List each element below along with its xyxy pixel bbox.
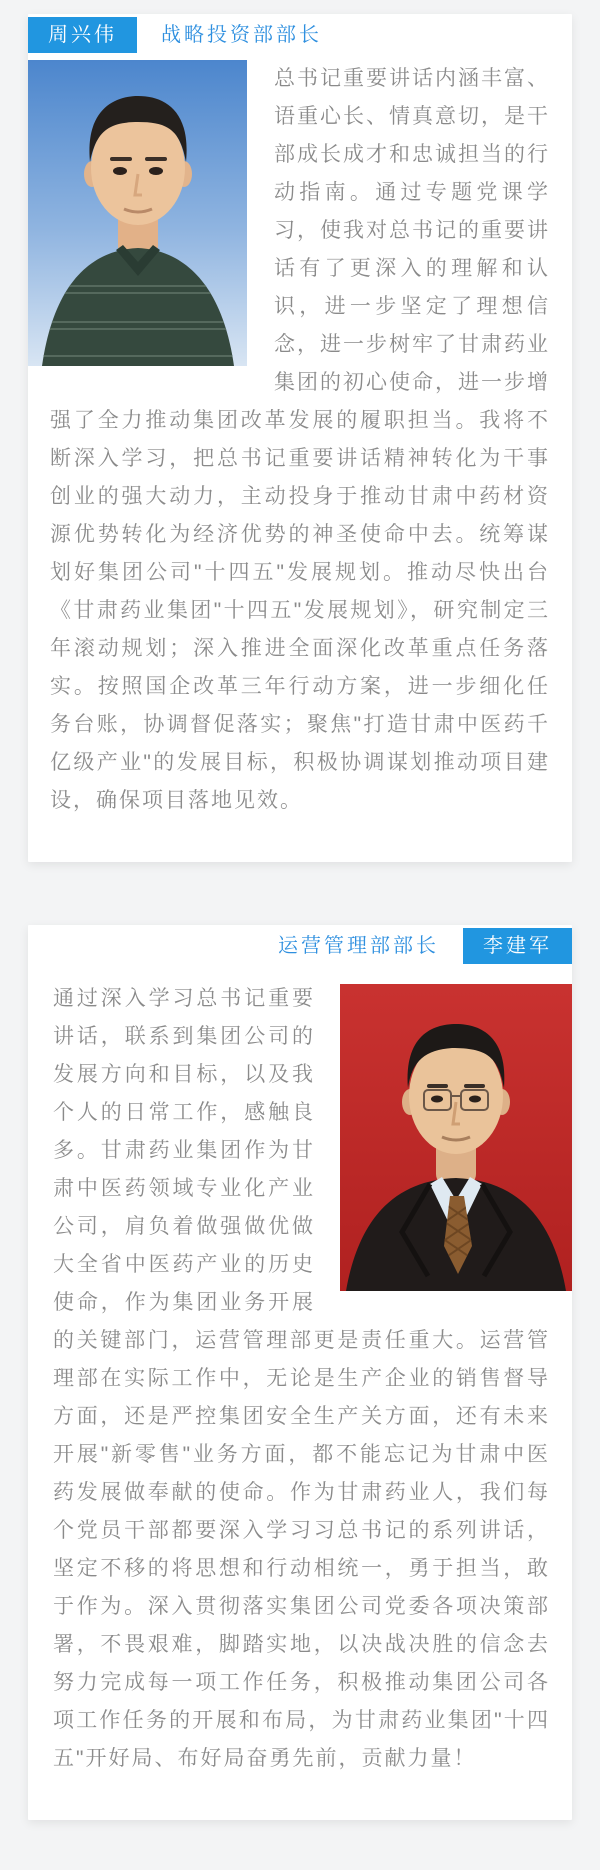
job-title: 运营管理部部长 [278, 935, 439, 957]
name-badge: 李建军 [463, 928, 572, 964]
profile-header-zhou [28, 14, 572, 53]
statement-paragraph-zhou: 总书记重要讲话内涵丰富、语重心长、情真意切，是干部成长成才和忠诚担当的行动指南。通过专题党课学习，使我对总书记的重要讲话有了更深入的理解和认识，进一步坚定了理想信念，进一步树牢了甘肃药业集团的初心使命，进一步增强了全力推动集团改革发展的履职担当。我将不断深入学习，把总书记重要讲话精神转化为干事创业的强大动力，主动投身于推动甘肃中药材资源优势转化为经济优势的神圣使命中去。统筹谋划好集团公司"十四五"发展规划。推动尽快出台《甘肃药业集团"十四五"发展规划》，研究制定三年滚动规划；深入推进全面深化改革重点任务落实。按照国企改革三年行动方案，进一步细化任务台账，协调督促落实；聚焦"打造甘肃中医药千亿级产业"的发展目标，积极协调谋划推动项目建设，确保项目落地见效。 [50, 67, 550, 812]
statement-paragraph-li: 通过深入学习总书记重要讲话，联系到集团公司的发展方向和目标，以及我个人的日常工作，感触良多。甘肃药业集团作为甘肃中医药领域专业化产业公司，肩负着做强做优做大全省中医药产业的历史使命，作为集团业务开展的关键部门，运营管理部更是责任重大。运营管理部在实际工作中，无论是生产企业的销售督导方面，还是严控集团安全生产关方面，还有未来开展"新零售"业务方面，都不能忘记为甘肃中医药发展做奉献的使命。作为甘肃药业人，我们每个党员干部都要深入学习习总书记的系列讲话，坚定不移的将思想和行动相统一，勇于担当，敢于作为。深入贯彻落实集团公司党委各项决策部署，不畏艰难，脚踏实地，以决战决胜的信念去努力完成每一项工作任务，积极推动集团公司各项工作任务的开展和布局，为甘肃药业集团"十四五"开好局、布好局奋勇先前，贡献力量！ [53, 987, 550, 1770]
profile-header-li [28, 925, 572, 964]
name-badge: 周兴伟 [28, 17, 137, 53]
profile-body [28, 964, 572, 1820]
job-title: 战略投资部部长 [161, 24, 322, 46]
profile-card-zhou-xingwei [28, 14, 572, 862]
article-page [0, 14, 600, 1820]
portrait-photo-li[interactable] [340, 984, 572, 1291]
portrait-photo-zhou[interactable] [28, 60, 247, 366]
profile-card-li-jianjun [28, 925, 572, 1820]
profile-body [28, 53, 572, 862]
